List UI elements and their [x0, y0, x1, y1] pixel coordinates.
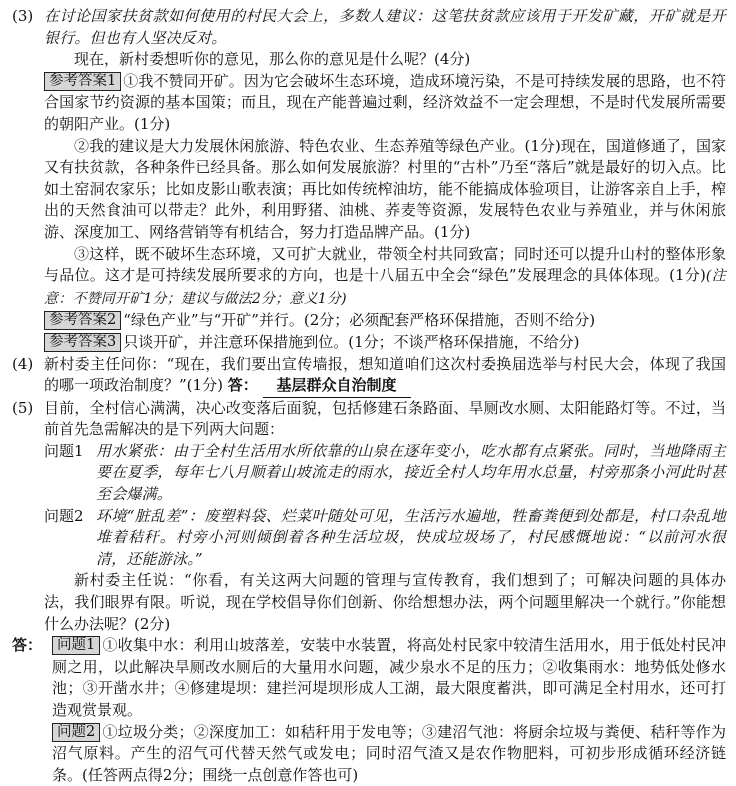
question-3	[12, 6, 726, 354]
reference-answer-tag: 参考答案1	[44, 72, 121, 91]
question-stem: 在讨论国家扶贫款如何使用的村民大会上，多数人建议：这笔扶贫款应该用于开发矿藏，开矿就是开银行。但也有人坚决反对。	[44, 7, 726, 47]
question-number: (3)	[12, 7, 34, 25]
problem-tag: 问题1	[52, 636, 100, 655]
question-stem: 新村委主任问你：“现在，我们要出宣传墙报，想知道咱们这次村委换届选举与村民大会，体现了我国的哪一项政治制度？”(1分)	[44, 354, 726, 395]
answer-problem-1	[52, 635, 726, 721]
answer-label: 答：	[227, 376, 258, 395]
problem-tag: 问题2	[52, 723, 100, 742]
answer-text: ①我不赞同开矿。因为它会破坏生态环境，造成环境污染，不是可持续发展的思路，也不符合国家节约资源的基本国策；而且，现在产能普遍过剩，经济效益不一定会理想，不是时代发展所需要的朝阳产业。(1分)	[44, 71, 726, 133]
problem-1	[44, 441, 726, 506]
answer-text: ①收集中水：利用山坡落差，安装中水装置，将高处村民家中较清生活用水，用于低处村民冲厕之用，以此解决旱厕改水厕后的大量用水问题，减少泉水不足的压力；②收集雨水：地势低处修水池；③开凿水井；④修建堤坝：建拦河堤坝形成人工湖，最大限度蓄洪，即可满足全村用水，还可打造观赏景观。	[52, 636, 726, 719]
problem-text: 环境“脏乱差”：废塑料袋、烂菜叶随处可见，生活污水遍地，牲畜粪便到处都是，村口杂乱地堆着秸秆。村旁小河则倾倒着各种生活垃圾，快成垃圾场了，村民感慨地说：“以前河水很清，还能游泳。”	[96, 506, 726, 568]
scoring-note: (注意：不赞同开矿1分；建议与做法2分；意义1分)	[44, 268, 726, 307]
answer-fill: 基层群众自治制度	[263, 375, 411, 398]
problem-2	[44, 506, 726, 571]
answer-text: ③这样，既不破坏生态环境，又可扩大就业，带领全村共同致富；同时还可以提升山村的整体形象与品位。这才是可持续发展所要求的方向，也是十八届五中全会“绿色”发展理念的具体体现。(1分)	[44, 244, 726, 285]
question-number: (5)	[12, 398, 34, 417]
question-stem: 目前，全村信心满满，决心改变落后面貌，包括修建石条路面、旱厕改水厕、太阳能路灯等。不过，当前首先急需解决的是下列两大问题：	[44, 398, 726, 439]
answer-2	[44, 310, 726, 332]
question-ask: 现在，新村委想听你的意见，那么你的意见是什么呢？(4分)	[74, 50, 471, 69]
question-5-answer	[12, 635, 726, 786]
problem-label: 问题1	[44, 441, 84, 460]
answer-3	[44, 332, 726, 354]
answer-1	[44, 71, 726, 136]
question-4	[12, 354, 726, 398]
answer-paragraph: ②我的建议是大力发展休闲旅游、特色农业、生态养殖等绿色产业。(1分)现在，国道修通了，国家又有扶贫款，各种条件已经具备。那么如何发展旅游？村里的“古朴”乃至“落后”就是最好的切入点。比如土窑洞农家乐；比如皮影山歌表演；再比如传统榨油坊，能不能搞成体验项目，让游客亲自上手，榨出的天然食油可以带走？此外，利用野猪、油桃、荞麦等资源，发展特色农业与养殖业，并与休闲旅游、深度加工、网络营销等有机结合，努力打造品牌产品。(1分)	[44, 136, 726, 241]
answer-problem-2	[52, 722, 726, 786]
follow-up-question: 新村委主任说：“你看，有关这两大问题的管理与宣传教育，我们想到了；可解决问题的具体办法，我们眼界有限。听说，现在学校倡导你们创新、你给想想办法，两个问题里解决一个就行。”你能想什么办法呢？(2分)	[44, 571, 726, 633]
answer-text: “绿色产业”与“开矿”并行。(2分；必须配套严格环保措施，否则不给分)	[123, 311, 596, 330]
answer-text: ①垃圾分类；②深度加工：如秸秆用于发电等；③建沼气池：将厨余垃圾与粪便、秸秆等作为沼气原料。产生的沼气可代替天然气或发电；同时沼气渣又是农作物肥料，可初步形成循环经济链条。(任答两点得2分；围绕一点创意作答也可)	[52, 722, 726, 784]
problem-label: 问题2	[44, 506, 84, 525]
question-number: (4)	[12, 354, 34, 373]
answer-label: 答：	[12, 636, 43, 655]
answer-text: 只谈开矿，并注意环保措施到位。(1分；不谈严格环保措施，不给分)	[123, 332, 580, 351]
reference-answer-tag: 参考答案2	[44, 311, 121, 330]
answer-paragraph	[44, 244, 726, 311]
problem-text: 用水紧张：由于全村生活用水所依靠的山泉在逐年变小，吃水都有点紧张。同时，当地降雨主要在夏季，每年七八月顺着山坡流走的雨水，接近全村人均年用水总量，村旁那条小河此时甚至会爆满。	[96, 441, 726, 504]
reference-answer-tag: 参考答案3	[44, 333, 121, 352]
question-5	[12, 398, 726, 636]
